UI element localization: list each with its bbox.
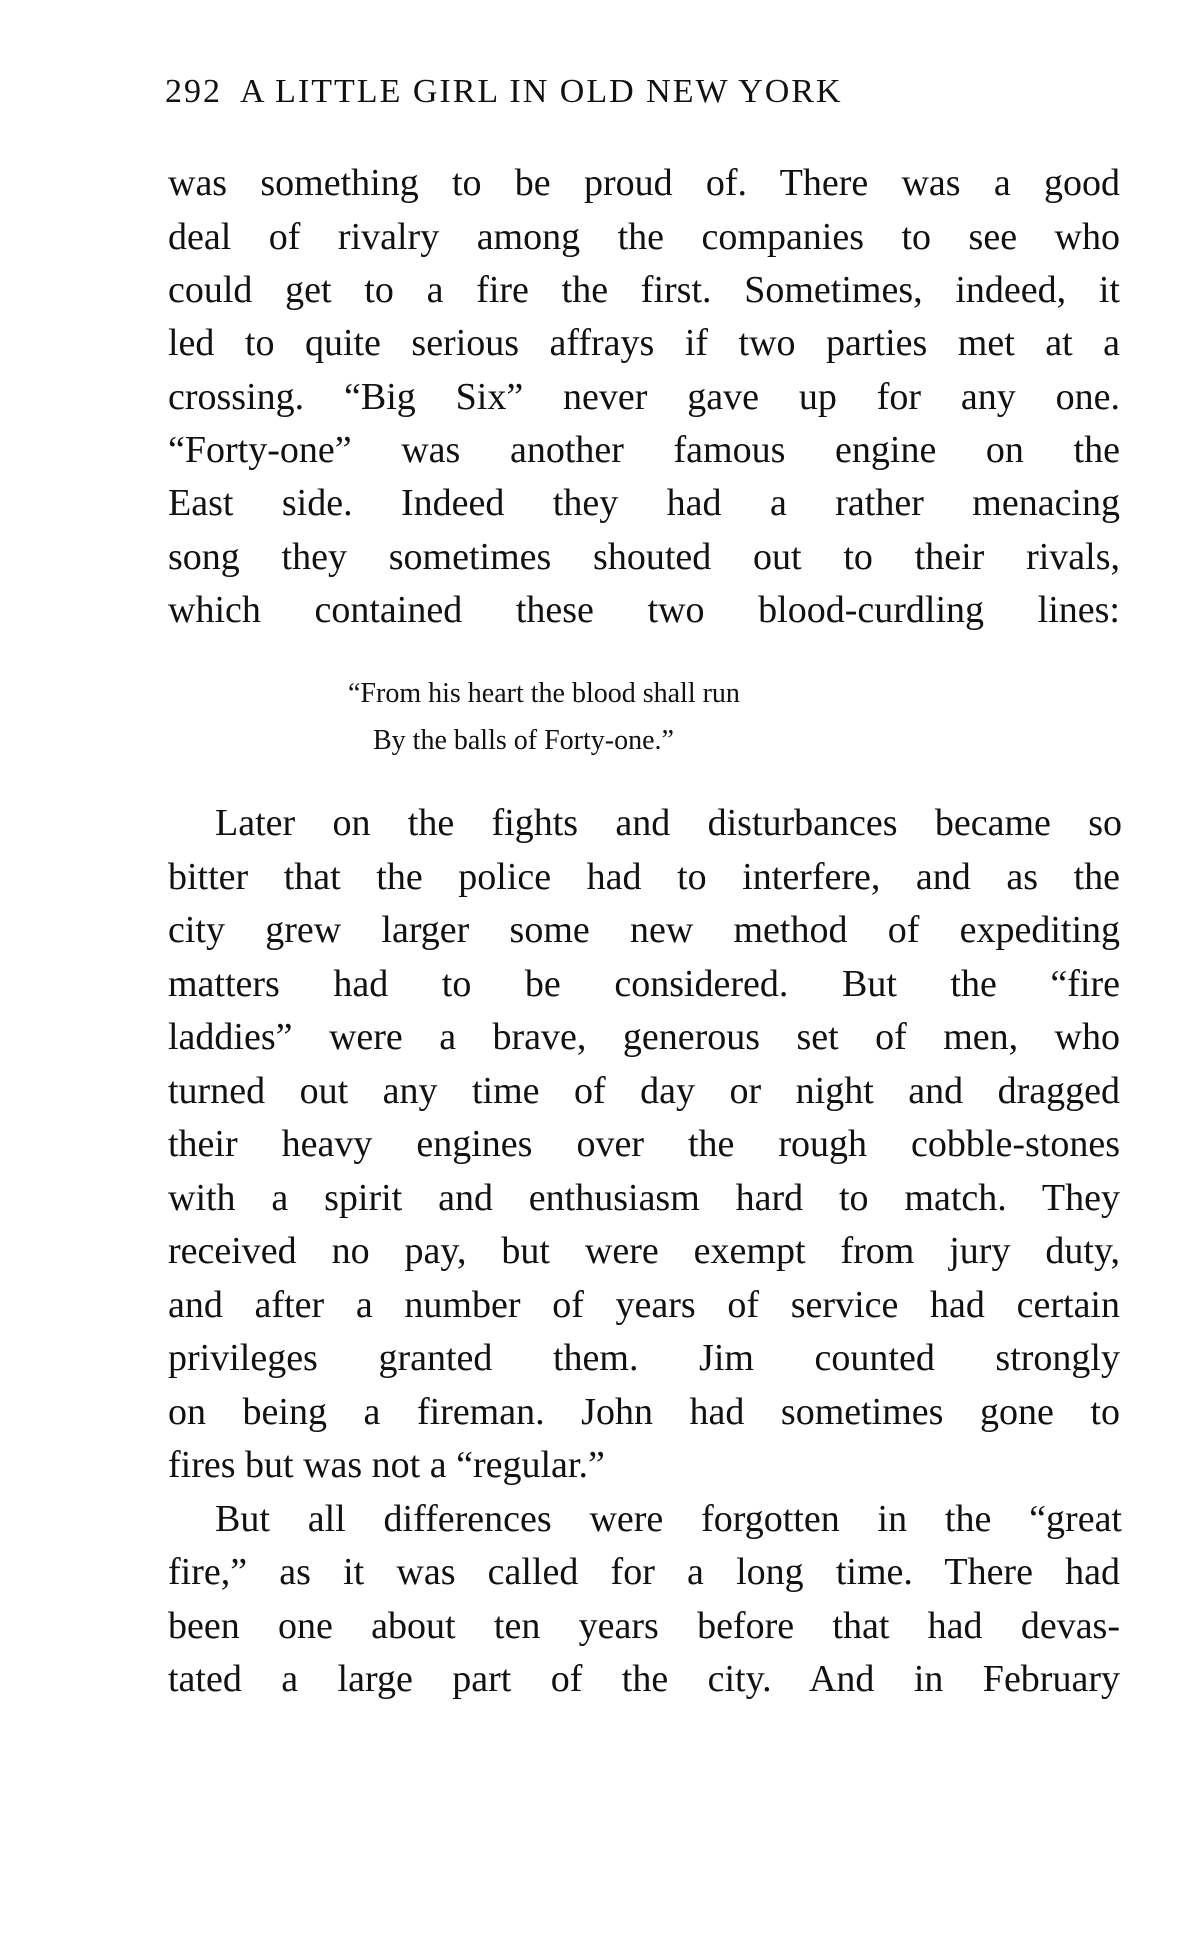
text-line: which contained these two blood-curdling lines: <box>168 589 1120 631</box>
running-header <box>165 72 1045 112</box>
text-line: crossing. “Big Six” never gave up for any one. <box>168 376 1120 418</box>
text-line: fire,” as it was called for a long time. There had <box>168 1551 1120 1593</box>
text-line: could get to a fire the first. Sometimes, indeed, it <box>168 269 1120 311</box>
verse-line: By the balls of Forty-one.” <box>373 725 674 756</box>
text-line: privileges granted them. Jim counted strongly <box>168 1337 1120 1379</box>
text-line: with a spirit and enthusiasm hard to match. They <box>168 1177 1120 1219</box>
text-line: their heavy engines over the rough cobble-stones <box>168 1123 1120 1165</box>
verse-line: “From his heart the blood shall run <box>348 678 740 709</box>
text-line: bitter that the police had to interfere, and as the <box>168 856 1120 898</box>
text-line: led to quite serious affrays if two parties met at a <box>168 322 1120 364</box>
text-line: matters had to be considered. But the “fire <box>168 963 1120 1005</box>
text-line: deal of rivalry among the companies to see who <box>168 216 1120 258</box>
page-number: 292 <box>165 73 222 110</box>
text-line: fires but was not a “regular.” <box>168 1444 605 1486</box>
text-line: “Forty-one” was another famous engine on the <box>168 429 1120 471</box>
text-line: was something to be proud of. There was a good <box>168 162 1120 204</box>
text-line: tated a large part of the city. And in February <box>168 1658 1120 1700</box>
text-line: song they sometimes shouted out to their rivals, <box>168 536 1120 578</box>
text-line: But all differences were forgotten in the “great <box>215 1498 1122 1540</box>
text-line: laddies” were a brave, generous set of men, who <box>168 1016 1120 1058</box>
text-line: East side. Indeed they had a rather menacing <box>168 482 1120 524</box>
text-line: been one about ten years before that had devas- <box>168 1605 1120 1647</box>
text-line: on being a fireman. John had sometimes gone to <box>168 1391 1120 1433</box>
text-line: Later on the fights and disturbances became so <box>215 802 1122 844</box>
text-line: received no pay, but were exempt from jury duty, <box>168 1230 1120 1272</box>
text-line: and after a number of years of service had certain <box>168 1284 1120 1326</box>
running-title: A LITTLE GIRL IN OLD NEW YORK <box>240 73 843 110</box>
text-line: city grew larger some new method of expediting <box>168 909 1120 951</box>
text-line: turned out any time of day or night and dragged <box>168 1070 1120 1112</box>
